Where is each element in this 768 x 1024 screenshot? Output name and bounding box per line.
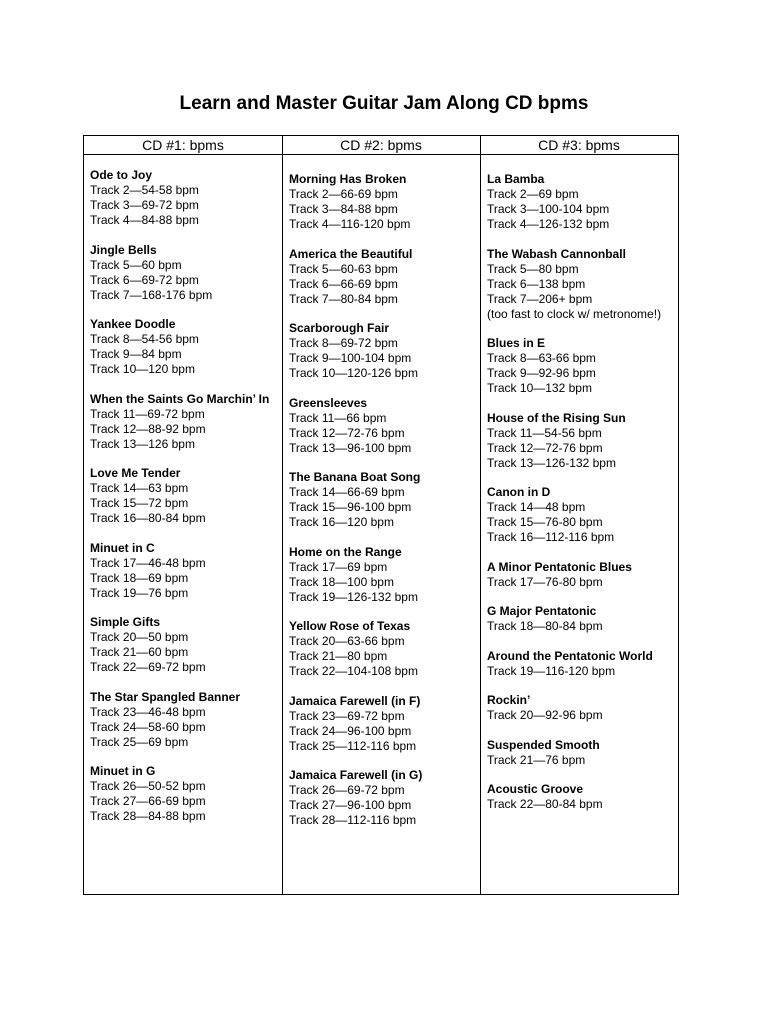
track-line: Track 4—116-120 bpm [289, 217, 411, 231]
song-entry [487, 336, 677, 396]
song-entry [289, 321, 477, 381]
song-entry [487, 649, 677, 679]
song-title: Rockin’ [487, 693, 531, 707]
track-line: Track 4—84-88 bpm [90, 213, 199, 227]
track-line: Track 8—54-56 bpm [90, 332, 199, 346]
song-title: House of the Rising Sun [487, 410, 626, 425]
track-line: Track 20—92-96 bpm [487, 708, 603, 722]
track-line: Track 28—112-116 bpm [289, 813, 417, 827]
track-line: Track 20—50 bpm [90, 630, 189, 644]
track-line: Track 13—126 bpm [90, 436, 195, 451]
song-title: Simple Gifts [90, 615, 161, 629]
track-line: Track 3—69-72 bpm [90, 198, 199, 212]
header-divider [84, 154, 678, 155]
song-title: When the Saints Go Marchin’ In [90, 391, 270, 406]
track-line: Track 28—84-88 bpm [90, 809, 206, 823]
song-title: Acoustic Groove [487, 782, 584, 796]
track-line: Track 8—69-72 bpm [289, 336, 398, 350]
song-title: The Banana Boat Song [289, 470, 421, 484]
track-line: Track 14—48 bpm [487, 500, 586, 514]
track-line: Track 17—76-80 bpm [487, 574, 603, 589]
track-line: Track 25—69 bpm [90, 734, 189, 749]
song-entry [289, 396, 477, 456]
song-title: Jingle Bells [90, 242, 157, 257]
song-title: Minuet in C [90, 540, 155, 555]
song-title: Jamaica Farewell (in F) [289, 693, 421, 708]
track-line: Track 11—69-72 bpm [90, 406, 205, 421]
song-entry [90, 764, 278, 824]
track-line: Track 15—72 bpm [90, 496, 189, 510]
song-title: Greensleeves [289, 395, 368, 410]
track-line: Track 26—69-72 bpm [289, 783, 405, 797]
song-title: Jamaica Farewell (in G) [289, 768, 423, 782]
song-entry [289, 545, 477, 605]
track-line: Track 20—63-66 bpm [289, 634, 405, 648]
song-entry [90, 466, 278, 526]
song-entry [487, 411, 677, 471]
track-line: (too fast to clock w/ metronome!) [487, 306, 662, 321]
track-line: Track 22—80-84 bpm [487, 797, 603, 811]
track-line: Track 5—80 bpm [487, 261, 579, 276]
song-entry [487, 782, 677, 812]
track-line: Track 10—120 bpm [90, 362, 195, 376]
song-title: Minuet in G [90, 764, 156, 778]
track-line: Track 19—116-120 bpm [487, 663, 616, 678]
song-entry [289, 694, 477, 754]
song-title: The Star Spangled Banner [90, 689, 241, 704]
song-entry [289, 247, 477, 307]
track-line: Track 2—69 bpm [487, 187, 579, 201]
song-entry [90, 541, 278, 601]
cd1-column [90, 168, 278, 839]
song-entry [487, 604, 677, 634]
track-line: Track 4—126-132 bpm [487, 217, 610, 231]
song-entry [487, 738, 677, 768]
track-line: Track 16—112-116 bpm [487, 530, 615, 544]
track-line: Track 5—60-63 bpm [289, 261, 398, 276]
track-line: Track 27—96-100 bpm [289, 798, 412, 812]
cd1-header: CD #1: bpms [142, 137, 224, 153]
cd2-column [289, 172, 477, 843]
song-title: Home on the Range [289, 544, 402, 559]
song-entry [289, 768, 477, 828]
track-line: Track 21—76 bpm [487, 752, 586, 767]
track-line: Track 21—80 bpm [289, 649, 388, 663]
song-title: Suspended Smooth [487, 737, 600, 752]
cd3-header: CD #3: bpms [538, 137, 620, 153]
song-title: Ode to Joy [90, 168, 153, 182]
song-entry [289, 172, 477, 232]
track-line: Track 15—96-100 bpm [289, 500, 412, 514]
track-line: Track 14—66-69 bpm [289, 485, 405, 499]
song-entry [90, 317, 278, 377]
track-line: Track 2—54-58 bpm [90, 183, 199, 197]
song-title: Morning Has Broken [289, 172, 407, 186]
track-line: Track 22—69-72 bpm [90, 660, 206, 674]
song-title: Blues in E [487, 336, 546, 350]
song-entry [487, 247, 677, 322]
track-line: Track 3—84-88 bpm [289, 202, 398, 216]
song-entry [90, 168, 278, 228]
song-title: Canon in D [487, 485, 551, 499]
column-divider-1 [282, 136, 283, 894]
track-line: Track 23—69-72 bpm [289, 708, 405, 723]
track-line: Track 16—80-84 bpm [90, 511, 206, 525]
song-title: The Wabash Cannonball [487, 246, 626, 261]
track-line: Track 6—69-72 bpm [90, 272, 199, 287]
song-title: Love Me Tender [90, 466, 181, 480]
track-line: Track 2—66-69 bpm [289, 187, 398, 201]
song-title: La Bamba [487, 172, 545, 186]
song-title: Around the Pentatonic World [487, 648, 653, 663]
track-line: Track 17—69 bpm [289, 559, 388, 574]
track-line: Track 9—100-104 bpm [289, 351, 412, 365]
track-line: Track 14—63 bpm [90, 481, 189, 495]
track-line: Track 25—112-116 bpm [289, 738, 417, 753]
track-line: Track 10—120-126 bpm [289, 366, 418, 380]
song-entry [90, 392, 278, 452]
song-entry [487, 172, 677, 232]
song-title: Yellow Rose of Texas [289, 619, 411, 633]
cd3-column [487, 172, 677, 827]
song-title: America the Beautiful [289, 246, 413, 261]
track-line: Track 9—92-96 bpm [487, 366, 596, 380]
track-line: Track 18—100 bpm [289, 574, 394, 589]
track-line: Track 18—69 bpm [90, 570, 189, 585]
song-entry [289, 619, 477, 679]
song-title: A Minor Pentatonic Blues [487, 559, 632, 574]
song-title: G Major Pentatonic [487, 604, 597, 618]
track-line: Track 9—84 bpm [90, 347, 182, 361]
track-line: Track 3—100-104 bpm [487, 202, 610, 216]
track-line: Track 24—58-60 bpm [90, 719, 206, 734]
track-line: Track 23—46-48 bpm [90, 704, 206, 719]
song-entry [487, 560, 677, 590]
track-line: Track 7—168-176 bpm [90, 287, 213, 302]
track-line: Track 24—96-100 bpm [289, 723, 412, 738]
track-line: Track 27—66-69 bpm [90, 794, 206, 808]
track-line: Track 11—66 bpm [289, 410, 387, 425]
column-divider-2 [480, 136, 481, 894]
song-entry [487, 485, 677, 545]
track-line: Track 19—76 bpm [90, 585, 189, 600]
track-line: Track 17—46-48 bpm [90, 555, 206, 570]
track-line: Track 12—88-92 bpm [90, 421, 206, 436]
track-line: Track 19—126-132 bpm [289, 589, 418, 604]
song-title: Yankee Doodle [90, 317, 176, 331]
track-line: Track 12—72-76 bpm [487, 440, 603, 455]
track-line: Track 10—132 bpm [487, 381, 592, 395]
song-entry [289, 470, 477, 530]
track-line: Track 13—126-132 bpm [487, 455, 616, 470]
cd2-header: CD #2: bpms [340, 137, 422, 153]
track-line: Track 7—80-84 bpm [289, 291, 398, 306]
page-title: Learn and Master Guitar Jam Along CD bpms [179, 93, 589, 114]
song-entry [487, 693, 677, 723]
track-line: Track 15—76-80 bpm [487, 515, 603, 529]
track-line: Track 6—138 bpm [487, 276, 586, 291]
track-line: Track 12—72-76 bpm [289, 425, 405, 440]
track-line: Track 22—104-108 bpm [289, 664, 418, 678]
track-line: Track 13—96-100 bpm [289, 440, 412, 455]
track-line: Track 21—60 bpm [90, 645, 189, 659]
song-entry [90, 615, 278, 675]
song-entry [90, 243, 278, 303]
bpm-table [83, 135, 679, 895]
track-line: Track 7—206+ bpm [487, 291, 593, 306]
track-line: Track 26—50-52 bpm [90, 779, 206, 793]
track-line: Track 5—60 bpm [90, 257, 182, 272]
song-title: Scarborough Fair [289, 321, 390, 335]
track-line: Track 6—66-69 bpm [289, 276, 398, 291]
track-line: Track 18—80-84 bpm [487, 619, 603, 633]
track-line: Track 8—63-66 bpm [487, 351, 596, 365]
track-line: Track 16—120 bpm [289, 515, 394, 529]
song-entry [90, 690, 278, 750]
track-line: Track 11—54-56 bpm [487, 425, 602, 440]
